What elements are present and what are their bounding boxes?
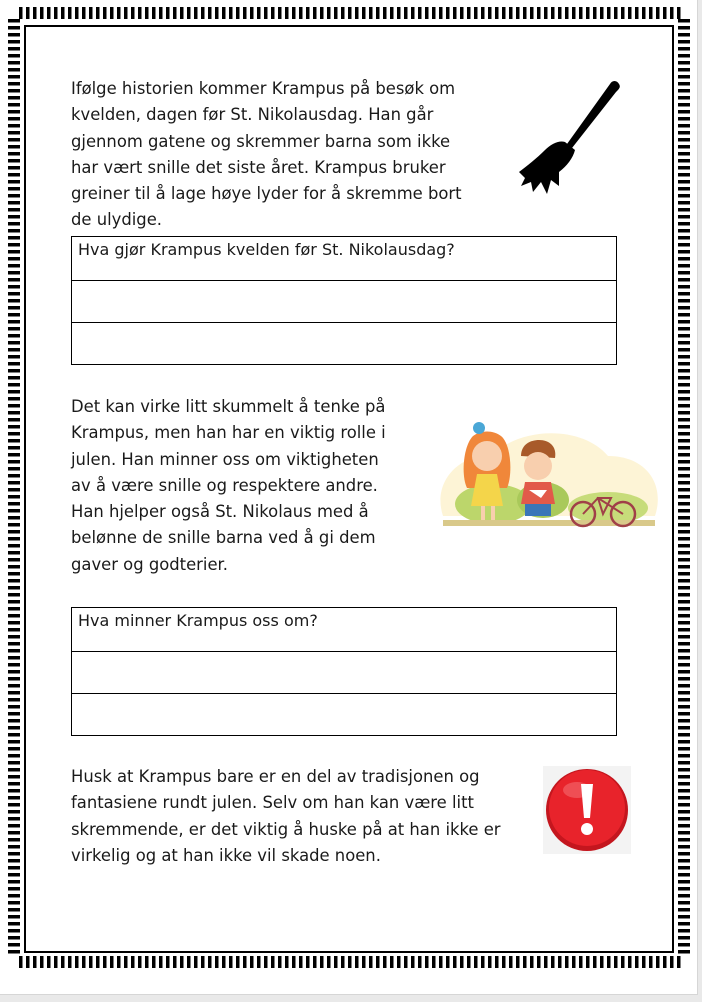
- question-table-1: [71, 236, 617, 365]
- answer-line[interactable]: [72, 694, 617, 736]
- answer-line[interactable]: [72, 281, 617, 323]
- broom-icon: [515, 78, 627, 200]
- section3-text: Husk at Krampus bare er en del av tradisjonen og fantasiene rundt julen. Selv om han kan være litt skremmende, er det viktig å huske på at han ikke er virkelig og at han ikke vil skade noen.: [71, 767, 501, 865]
- exclamation-icon: [543, 766, 631, 854]
- question-1-label: Hva gjør Krampus kvelden før St. Nikolausdag?: [72, 237, 617, 281]
- answer-line[interactable]: [72, 652, 617, 694]
- children-illustration: [433, 416, 663, 534]
- answer-line[interactable]: [72, 323, 617, 365]
- question-table-2: [71, 607, 617, 736]
- section2-text: Det kan virke litt skummelt å tenke på Krampus, men han har en viktig rolle i julen. Han minner oss om viktigheten av å være snille og respektere andre. Han hjelper også St. Nikolaus med å belønne de snille barna ved å gi dem gaver og godterier.: [71, 397, 386, 574]
- section1-text: Ifølge historien kommer Krampus på besøk om kvelden, dagen før St. Nikolausdag. Han går gjennom gatene og skremmer barna som ikke har vært snille det siste året. Krampus bruker greiner til å lage høye lyder for å skremme bort de ulydige.: [71, 79, 462, 230]
- question-2-label: Hva minner Krampus oss om?: [72, 608, 617, 652]
